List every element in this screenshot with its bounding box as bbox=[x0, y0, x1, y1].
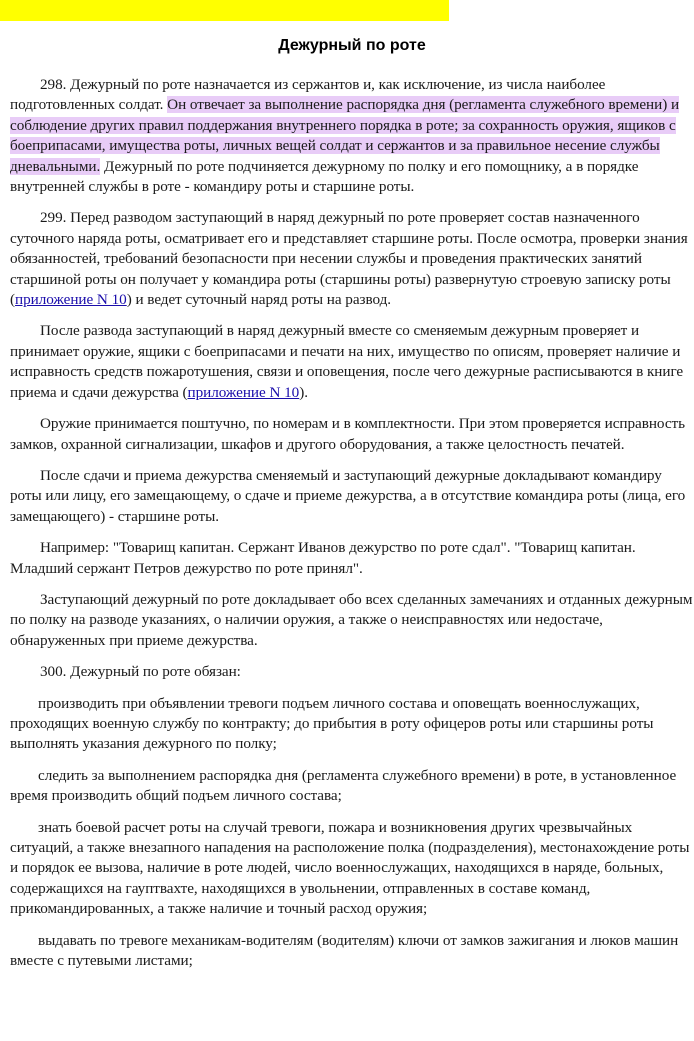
page-title: Дежурный по роте bbox=[278, 37, 426, 54]
paragraph-299 bbox=[10, 208, 694, 310]
highlight-bar bbox=[0, 0, 449, 21]
paragraph-example: Например: "Товарищ капитан. Сержант Иванов дежурство по роте сдал". "Товарищ капитан. Младший сержант Петров дежурство по роте принял". bbox=[10, 539, 636, 577]
paragraph-report: После сдачи и приема дежурства сменяемый и заступающий дежурные докладывают командиру роты или лицу, его замещающему, о сдаче и приеме дежурства, а в отсутствие командира роты (лица, его замещающего) - старшине роты. bbox=[10, 466, 686, 525]
duty-item-combat-roster: знать боевой расчет роты на случай тревоги, пожара и возникновения других чрезвычайных ситуаций, а также внезапного нападения на расположение полка (подразделения), местонахождение роты и порядок ее вызова, наличие в роте людей, число военнослужащих, находящихся в наряде, больных, содержащихся на гауптвахте, находящихся в увольнении, отправленных в составе команд, прикомандированных, а также наличие и точный расход оружия; bbox=[10, 818, 690, 918]
paragraph-299-text: 299. Перед разводом заступающий в наряд дежурный по роте проверяет состав назначенного суточного наряда роты, осматривает его и представляет старшине роты. После осмотра, проверки знания обязанностей, требований безопасности при несении службы и проведения практических занятий старшиной роты он получает у командира роты (старшины роты) развернутую строевую записку роты ( bbox=[10, 209, 688, 309]
paragraph-remarks: Заступающий дежурный по роте докладывает обо всех сделанных замечаниях и отданных дежурным по полку на разводе указаниях, о наличии оружия, а также о неисправностях или недостаче, обнаруженных при приеме дежурства. bbox=[10, 590, 693, 649]
paragraph-298-text: 298. Дежурный по роте назначается из сержантов и, как исключение, из числа наиболее подготовленных солдат. bbox=[10, 76, 606, 114]
duty-item-alarm: производить при объявлении тревоги подъем личного состава и оповещать военнослужащих, проходящих военную службу по контракту; до прибытия в роту офицеров роты или старшины роты выполнять указания дежурного по полку; bbox=[10, 694, 654, 753]
duty-item-schedule: следить за выполнением распорядка дня (регламента служебного времени) в роте, в установленное время производить общий подъем личного состава; bbox=[10, 766, 677, 805]
appendix-10-link-2[interactable]: приложение N 10 bbox=[187, 383, 300, 401]
paragraph-299-text-end: ) и ведет суточный наряд роты на развод. bbox=[126, 291, 392, 309]
paragraph-weapons: Оружие принимается поштучно, по номерам и в комплектности. При этом проверяется исправность замков, охранной сигнализации, шкафов и другого оборудования, а также целостность печатей. bbox=[10, 415, 685, 453]
paragraph-298 bbox=[10, 75, 694, 197]
document-body bbox=[10, 75, 694, 982]
paragraph-298-text-end: Дежурный по роте подчиняется дежурному по полку и его помощнику, а в порядке внутренней службы в роте - командиру роты и старшине роты. bbox=[10, 157, 639, 196]
selected-text[interactable]: Он отвечает за выполнение распорядка дня (регламента служебного времени) и соблюдение других правил поддержания внутреннего порядка в роте; за сохранность оружия, ящиков с боеприпасами, имущества роты, личных вещей солдат и сержантов и за правильное несение службы дневальными. bbox=[10, 96, 680, 175]
paragraph-300: 300. Дежурный по роте обязан: bbox=[40, 663, 241, 681]
paragraph-after-divorce bbox=[10, 321, 694, 403]
paragraph-after-divorce-end: ). bbox=[299, 383, 308, 401]
appendix-10-link[interactable]: приложение N 10 bbox=[15, 291, 127, 309]
paragraph-after-divorce-text: После развода заступающий в наряд дежурный вместе со сменяемым дежурным проверяет и принимает оружие, ящики с боеприпасами и печати на них, имущество по описям, проверяет наличие и исправность средств пожаротушения, связи и оповещения, после чего дежурные расписываются в книге приема и сдачи дежурства ( bbox=[10, 322, 684, 401]
duty-item-keys: выдавать по тревоге механикам-водителям (водителям) ключи от замков зажигания и люков машин вместе с путевыми листами; bbox=[10, 931, 679, 970]
